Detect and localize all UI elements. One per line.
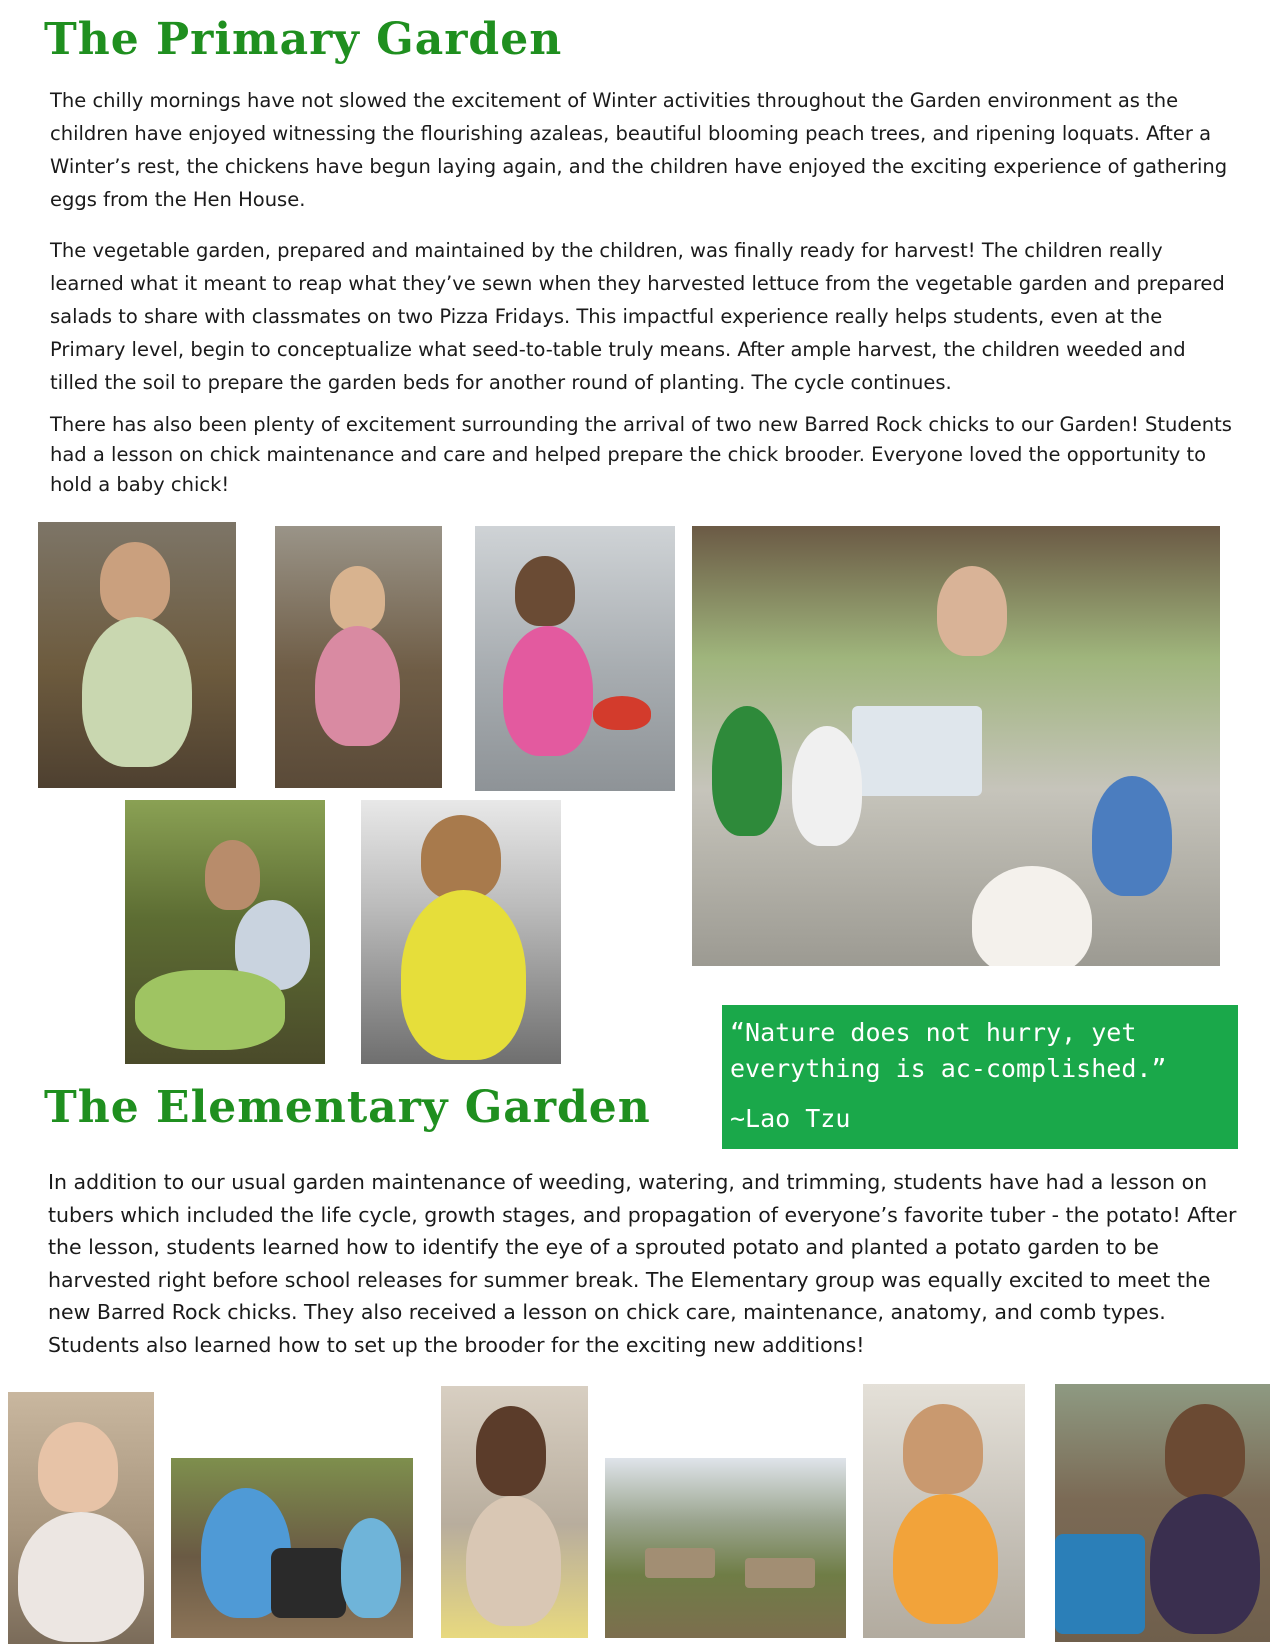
photo-students-potato-pot (171, 1458, 413, 1638)
primary-garden-title: The Primary Garden (44, 14, 563, 65)
primary-paragraph-2: The vegetable garden, prepared and maintained by the children, was finally ready for harvest! The children really learned what it meant to reap what they’ve sewn when they harvested lettuce from the vegetable garden and prepared salads to share with classmates on two Pizza Fridays. This impactful experience really helps students, even at the Primary level, begin to conceptualize what seed-to-table truly means. After ample harvest, the children weeded and tilled the soil to prepare the garden beds for another round of planting. The cycle continues. (50, 239, 1225, 394)
photo-boy-orange-shirt-chick (863, 1384, 1025, 1638)
quote-box (722, 1005, 1238, 1149)
photo-class-under-pavilion (692, 526, 1220, 966)
elementary-paragraph: In addition to our usual garden maintenance of weeding, watering, and trimming, students have had a lesson on tubers which included the life cycle, growth stages, and propagation of everyone’s favorite tuber - the potato! After the lesson, students learned how to identify the eye of a sprouted potato and planted a potato garden to be harvested right before school releases for summer break. The Elementary group was equally excited to meet the new Barred Rock chicks. They also received a lesson on chick care, maintenance, anatomy, and comb types. Students also learned how to set up the brooder for the exciting new additions! (48, 1170, 1237, 1357)
primary-paragraph-3: There has also been plenty of excitement surrounding the arrival of two new Barred Rock chicks to our Garden! Students had a lesson on chick maintenance and care and helped prepare the chick brooder. Everyone loved the opportunity to hold a baby chick! (50, 413, 1232, 496)
photo-girl-pink-fleece-chick (8, 1392, 154, 1644)
photo-girl-striped-top-chick (441, 1386, 588, 1638)
photo-girl-holding-basket (275, 526, 442, 788)
photo-girl-egg-basket (38, 522, 236, 788)
photo-girl-holding-potato (1055, 1384, 1270, 1642)
photo-students-picnic-tables (605, 1458, 846, 1638)
primary-paragraph-1: The chilly mornings have not slowed the excitement of Winter activities throughout the Garden environment as the children have enjoyed witnessing the flourishing azaleas, beautiful blooming peach trees, and ripening loquats. After a Winter’s rest, the chickens have begun laying again, and the children have enjoyed the exciting experience of gathering eggs from the Hen House. (50, 89, 1228, 211)
quote-author: ~Lao Tzu (730, 1104, 851, 1133)
quote-text: “Nature does not hurry, yet everything is ac-complished.” (730, 1018, 1167, 1083)
photo-boys-harvesting-lettuce (125, 800, 325, 1064)
photo-girl-washing-lettuce (475, 526, 675, 791)
photo-boy-holding-chick (361, 800, 561, 1064)
elementary-garden-title: The Elementary Garden (44, 1082, 651, 1133)
